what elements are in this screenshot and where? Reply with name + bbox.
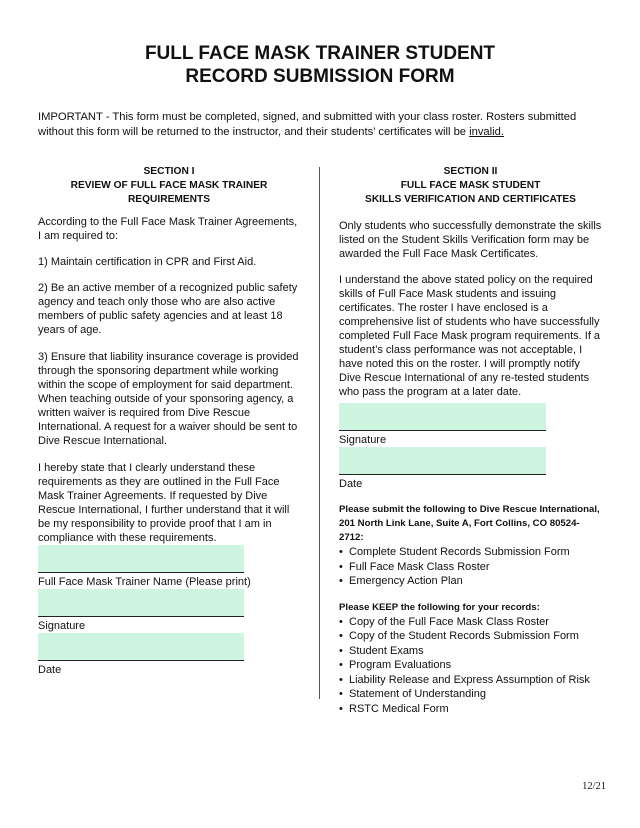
important-invalid: invalid. xyxy=(469,126,504,138)
keep-list xyxy=(339,615,602,717)
section-1-heading: SECTION I xyxy=(143,166,195,177)
roster-statement-paragraph: I understand the above stated policy on the required skills of Full Face Mask students and issuing certificates. The roster I have enclosed is a comprehensive list of students who have successfully completed Full Face Mask program requirements. If a student’s class performance was not acceptable, I have noted this on the roster. I will promptly notify Dive Rescue International of any re-tested students who pass the program at a later date. xyxy=(339,274,601,398)
keep-item: • Program Evaluations xyxy=(339,658,602,673)
student-date-field[interactable] xyxy=(339,447,546,475)
submit-item: • Emergency Action Plan xyxy=(339,574,602,589)
requirement-3: 3) Ensure that liability insurance coverage is provided through the sponsoring department while working within the scope of employment for said department. When teaching outside of your sponsoring agency, a written waiver is required from Dive Rescue International. A request for a waiver should be sent to Dive Rescue International. xyxy=(38,351,299,447)
important-text: IMPORTANT - This form must be completed, signed, and submitted with your class roster. Rosters submitted without this form will be returned to the instructor, and their students’ certificates will be xyxy=(38,111,577,138)
keep-item: • Student Exams xyxy=(339,644,602,659)
form-title-line1: FULL FACE MASK TRAINER STUDENT xyxy=(144,43,496,64)
trainer-name-field[interactable] xyxy=(38,545,244,573)
skills-policy-paragraph: Only students who successfully demonstrate the skills listed on the Student Skills Verification form may be awarded the Full Face Mask Certificates. xyxy=(339,220,602,260)
keep-item: • Liability Release and Express Assumption of Risk xyxy=(339,673,602,688)
student-signature-field[interactable] xyxy=(339,403,546,431)
section-1 xyxy=(38,165,300,677)
keep-item: • Copy of the Student Records Submission Form xyxy=(339,629,602,644)
form-title xyxy=(0,42,640,88)
section-2-subheading-2: SKILLS VERIFICATION AND CERTIFICATES xyxy=(365,194,576,205)
requirement-2: 2) Be an active member of a recognized public safety agency and teach only those who are also active members of public safety agencies and at least 18 years of age. xyxy=(38,282,298,336)
submit-item: • Complete Student Records Submission Form xyxy=(339,545,602,560)
submit-list xyxy=(339,545,602,589)
keep-item: • Statement of Understanding xyxy=(339,687,602,702)
column-divider xyxy=(319,167,320,699)
section-2-subheading-1: FULL FACE MASK STUDENT xyxy=(400,180,541,191)
requirement-1: 1) Maintain certification in CPR and First Aid. xyxy=(38,256,257,268)
trainer-signature-field[interactable] xyxy=(38,589,244,617)
student-date-label: Date xyxy=(339,478,363,490)
keep-item: • RSTC Medical Form xyxy=(339,702,602,717)
trainer-date-label: Date xyxy=(38,664,62,676)
section-2-heading: SECTION II xyxy=(443,166,498,177)
section-1-intro: According to the Full Face Mask Trainer Agreements, I am required to: xyxy=(38,216,298,242)
submit-heading: Please submit the following to Dive Rescue International, 201 North Link Lane, Suite A, Fort Collins, CO 80524-2712: xyxy=(339,504,600,543)
submit-item: • Full Face Mask Class Roster xyxy=(339,560,602,575)
keep-heading: Please KEEP the following for your records: xyxy=(339,601,540,613)
trainer-signature-label: Signature xyxy=(38,620,86,632)
section-1-subheading: REVIEW OF FULL FACE MASK TRAINER REQUIREMENTS xyxy=(70,180,268,205)
important-notice xyxy=(38,110,604,140)
trainer-statement: I hereby state that I clearly understand these requirements as they are outlined in the Full Face Mask Trainer Agreements. If requested by Dive Rescue International, I further understand that it will be my responsibility to provide proof that I am in compliance with these requirements. xyxy=(38,462,290,544)
trainer-date-field[interactable] xyxy=(38,633,244,661)
page-number: 12/21 xyxy=(582,781,606,792)
student-signature-label: Signature xyxy=(339,434,387,446)
form-title-line2: RECORD SUBMISSION FORM xyxy=(185,66,455,87)
trainer-name-label: Full Face Mask Trainer Name (Please print) xyxy=(38,576,251,588)
section-2 xyxy=(339,165,602,716)
keep-item: • Copy of the Full Face Mask Class Roster xyxy=(339,615,602,630)
